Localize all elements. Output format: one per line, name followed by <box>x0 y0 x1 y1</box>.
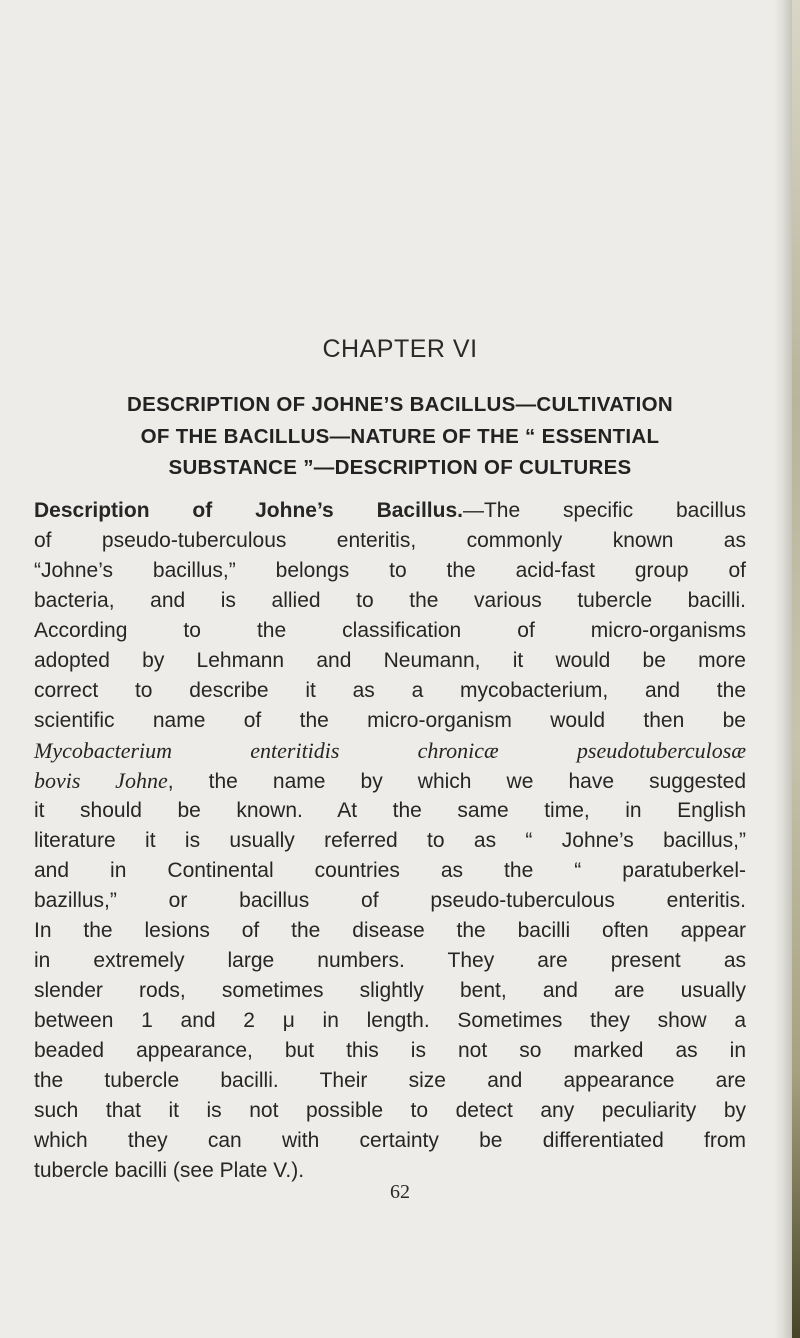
run-in-heading: Description of Johne’s Bacillus. <box>34 499 463 522</box>
page-number: 62 <box>390 1181 410 1203</box>
text-line: which they can with certainty be differentiated from <box>34 1129 746 1152</box>
text-line: In the lesions of the disease the bacilli often appear <box>34 919 746 942</box>
text-run: —The specific bacillus <box>462 499 746 522</box>
text-line: the tubercle bacilli. Their size and appearance are <box>34 1069 746 1092</box>
chapter-title-line: DESCRIPTION OF JOHNE’S BACILLUS—CULTIVATION <box>127 393 673 416</box>
text-line: “Johne’s bacillus,” belongs to the acid-fast group of <box>34 559 746 582</box>
body-paragraph <box>34 496 746 1186</box>
chapter-title-line: OF THE BACILLUS—NATURE OF THE “ ESSENTIAL <box>140 424 660 448</box>
text-line: literature it is usually referred to as “ Johne’s bacillus,” <box>34 829 746 852</box>
text-line: slender rods, sometimes slightly bent, and are usually <box>34 979 746 1002</box>
text-line: scientific name of the micro-organism would then be <box>34 709 746 732</box>
text-line <box>34 766 746 796</box>
text-line: correct to describe it as a mycobacterium, and the <box>34 679 746 702</box>
text-line: and in Continental countries as the “ paratuberkel- <box>34 859 746 882</box>
text-run: , the name by which we have suggested <box>167 770 747 793</box>
chapter-heading: CHAPTER VI <box>322 335 478 363</box>
text-line: adopted by Lehmann and Neumann, it would be more <box>34 649 746 672</box>
text-line: in extremely large numbers. They are present as <box>34 949 746 972</box>
text-line: of pseudo-tuberculous enteritis, commonly known as <box>34 529 746 552</box>
page-edge <box>792 0 800 1338</box>
text-line: tubercle bacilli (see Plate V.). <box>34 1159 305 1182</box>
text-line: it should be known. At the same time, in English <box>34 799 746 822</box>
text-line: beaded appearance, but this is not so marked as in <box>34 1039 746 1062</box>
text-line <box>34 496 746 526</box>
chapter-title-line: SUBSTANCE ”—DESCRIPTION OF CULTURES <box>168 456 632 479</box>
text-line: bacteria, and is allied to the various tubercle bacilli. <box>34 589 746 612</box>
chapter-title <box>40 389 760 484</box>
scientific-name-line: Mycobacterium enteritidis chronicæ pseudotuberculosæ <box>34 738 746 763</box>
text-line: bazillus,” or bacillus of pseudo-tuberculous enteritis. <box>34 889 746 912</box>
text-line: According to the classification of micro-organisms <box>34 619 746 642</box>
scientific-name: bovis Johne <box>34 768 168 793</box>
text-line: between 1 and 2 μ in length. Sometimes they show a <box>34 1009 746 1032</box>
text-line: such that it is not possible to detect any peculiarity by <box>34 1099 746 1122</box>
